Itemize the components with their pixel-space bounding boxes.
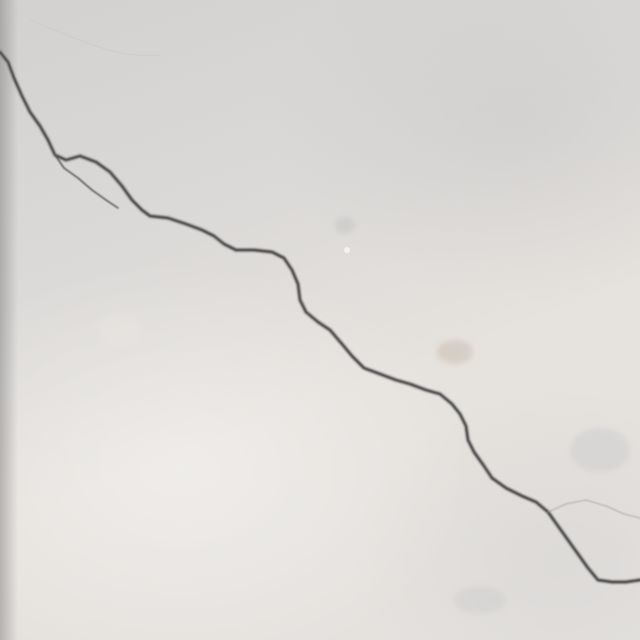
- main-crack-halo: [0, 52, 640, 582]
- branch-crack: [55, 155, 118, 208]
- hairline-crack: [548, 500, 640, 518]
- main-crack: [0, 52, 640, 582]
